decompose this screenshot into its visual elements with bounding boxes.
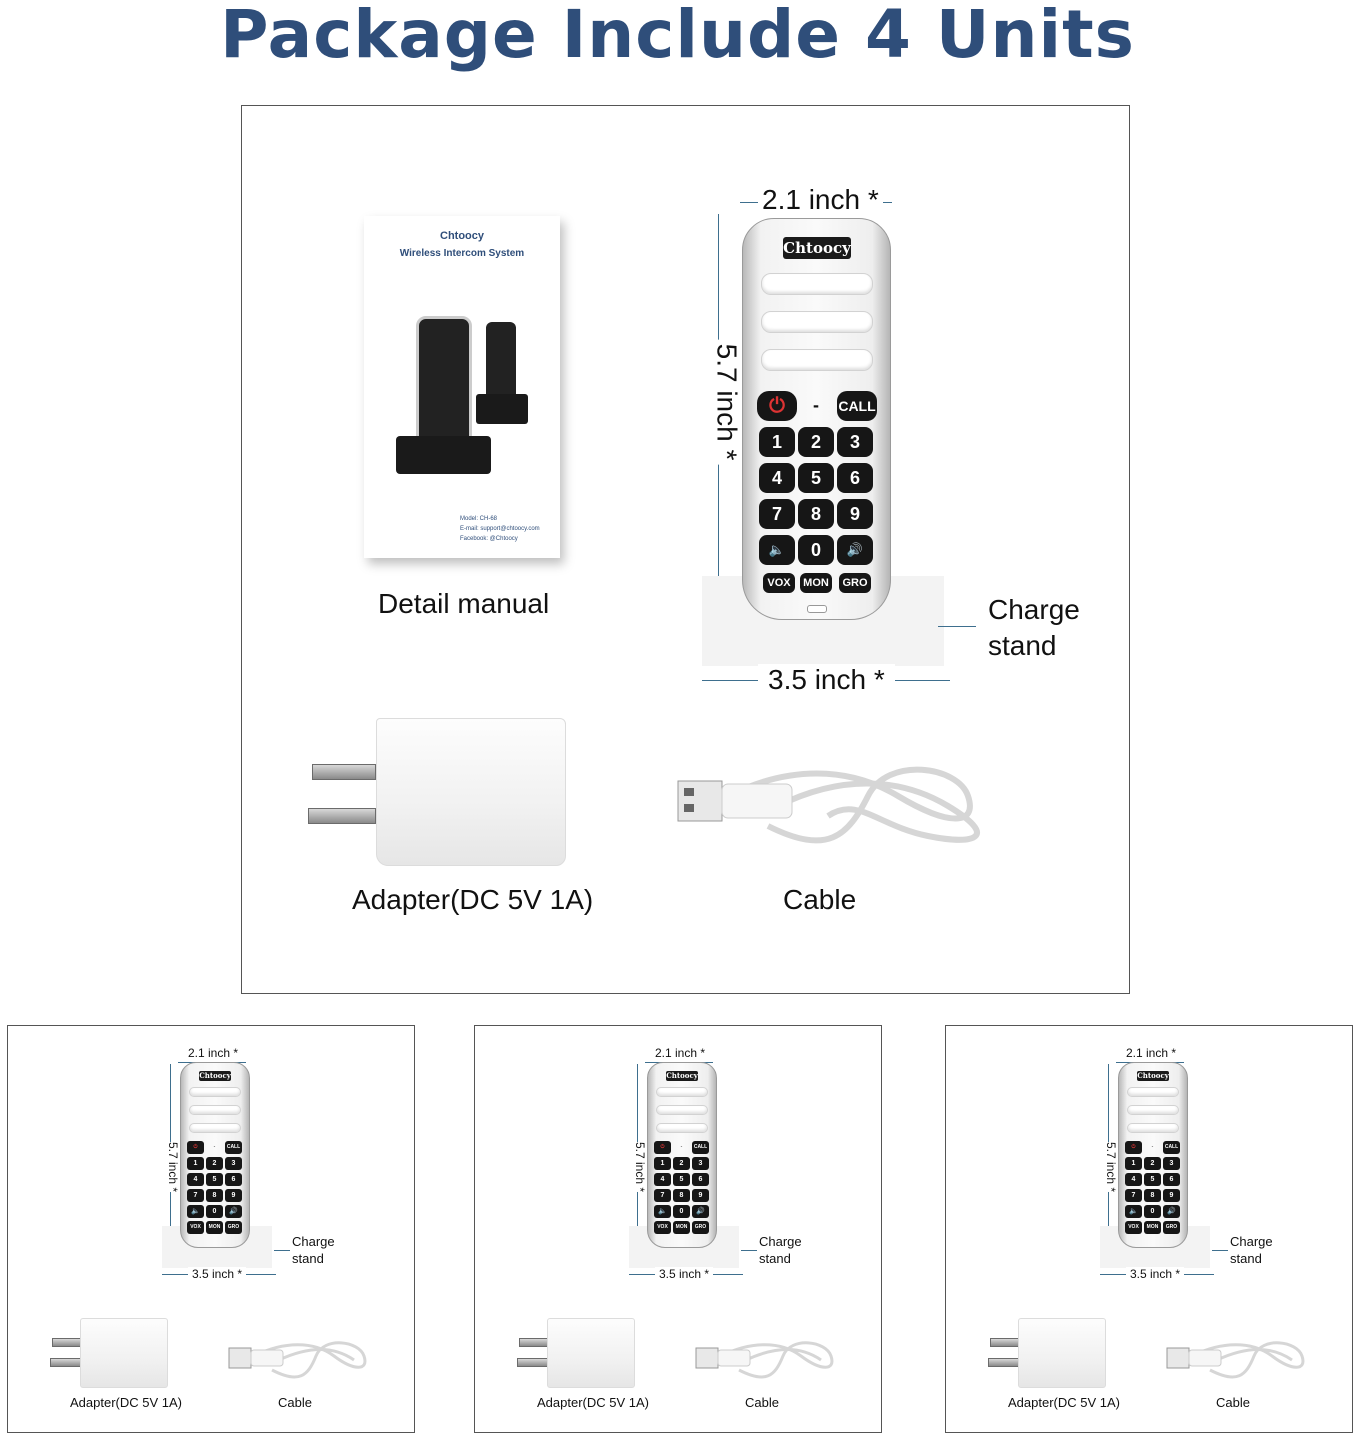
manual-brand: Chtoocy [440, 230, 484, 242]
charge-stand-label-line2: stand [1230, 1251, 1262, 1266]
key-4: 4 [187, 1173, 204, 1186]
power-adapter [547, 1318, 635, 1388]
key-8: 8 [798, 499, 834, 529]
charge-stand-label-line1: Charge [988, 594, 1080, 625]
key-4: 4 [654, 1173, 671, 1186]
main-package-panel [241, 105, 1130, 994]
volume-up-key: 🔊 [692, 1205, 709, 1218]
key-8: 8 [673, 1189, 690, 1202]
key-2: 2 [1144, 1157, 1161, 1170]
adapter-label: Adapter(DC 5V 1A) [1008, 1395, 1120, 1410]
handset [180, 1062, 250, 1248]
height-dimension-label: 5.7 inch * [1104, 1141, 1119, 1193]
power-adapter [376, 718, 566, 866]
usb-cable-image [224, 1336, 374, 1388]
speaker-slot-1 [761, 273, 873, 295]
key-7: 7 [187, 1189, 204, 1202]
mon-key: MON [800, 573, 832, 593]
key-6: 6 [837, 463, 873, 493]
handset-brand-logo: Chtoocy [199, 1071, 231, 1080]
volume-down-key: 🔈 [759, 535, 795, 565]
gro-key: GRO [225, 1221, 242, 1234]
dash-label: - [213, 1144, 216, 1150]
key-5: 5 [673, 1173, 690, 1186]
key-1: 1 [759, 427, 795, 457]
adapter-prong-top [312, 764, 376, 780]
speaker-slot-1 [656, 1087, 708, 1097]
volume-up-key: 🔊 [1163, 1205, 1180, 1218]
cable-label: Cable [783, 884, 857, 915]
call-key: CALL [1163, 1141, 1180, 1154]
power-key: ⏻ [1125, 1141, 1142, 1154]
vox-key: VOX [654, 1221, 671, 1234]
handset-brand-logo: Chtoocy [783, 239, 851, 257]
speaker-slot-3 [1127, 1123, 1179, 1133]
key-8: 8 [1144, 1189, 1161, 1202]
power-key: ⏻ [187, 1141, 204, 1154]
volume-up-key: 🔊 [225, 1205, 242, 1218]
charge-stand-pointer [741, 1250, 757, 1251]
key-9: 9 [837, 499, 873, 529]
speaker-slot-3 [189, 1123, 241, 1133]
charge-stand-label-line1: Charge [759, 1234, 802, 1249]
stand-dimension-label: 3.5 inch * [655, 1267, 713, 1281]
speaker-slot-2 [1127, 1105, 1179, 1115]
key-7: 7 [654, 1189, 671, 1202]
stand-dimension-label: 3.5 inch * [758, 664, 895, 696]
unit-panel-2 [7, 1025, 415, 1433]
unit-panel-4 [945, 1025, 1353, 1433]
keypad [1125, 1141, 1181, 1237]
keypad [654, 1141, 710, 1237]
mon-key: MON [206, 1221, 223, 1234]
key-1: 1 [187, 1157, 204, 1170]
height-dimension-label: 5.7 inch * [710, 340, 742, 465]
key-3: 3 [225, 1157, 242, 1170]
manual-stand-image [396, 436, 491, 474]
call-key: CALL [692, 1141, 709, 1154]
height-dimension-label: 5.7 inch * [633, 1141, 648, 1193]
vox-key: VOX [1125, 1221, 1142, 1234]
key-1: 1 [1125, 1157, 1142, 1170]
key-0: 0 [673, 1205, 690, 1218]
manual-booklet [364, 216, 560, 558]
charge-stand-pointer [1212, 1250, 1228, 1251]
dash-label: - [1151, 1144, 1154, 1150]
key-9: 9 [225, 1189, 242, 1202]
key-2: 2 [673, 1157, 690, 1170]
stand-dimension-label: 3.5 inch * [1126, 1267, 1184, 1281]
key-6: 6 [692, 1173, 709, 1186]
page-title: Package Include 4 Units [220, 0, 1135, 73]
key-6: 6 [225, 1173, 242, 1186]
key-8: 8 [206, 1189, 223, 1202]
gro-key: GRO [839, 573, 871, 593]
width-dimension-label: 2.1 inch * [1126, 1046, 1177, 1060]
volume-up-key: 🔊 [837, 535, 873, 565]
key-1: 1 [654, 1157, 671, 1170]
stand-dimension-label: 3.5 inch * [188, 1267, 246, 1281]
key-5: 5 [206, 1173, 223, 1186]
dash-label: - [680, 1144, 683, 1150]
key-0: 0 [1144, 1205, 1161, 1218]
speaker-slot-3 [656, 1123, 708, 1133]
handset [1118, 1062, 1188, 1248]
speaker-slot-2 [189, 1105, 241, 1115]
adapter-prong-top [990, 1338, 1020, 1347]
adapter-prong-top [519, 1338, 549, 1347]
handset [742, 218, 891, 620]
key-5: 5 [1144, 1173, 1161, 1186]
vox-key: VOX [187, 1221, 204, 1234]
charge-stand-label-line2: stand [988, 630, 1057, 661]
key-0: 0 [206, 1205, 223, 1218]
adapter-prong-bottom [517, 1358, 549, 1367]
manual-footer-3: Facebook: @Chtoocy [460, 536, 518, 542]
width-dimension-label: 2.1 inch * [655, 1046, 706, 1060]
charge-stand-label-line1: Charge [292, 1234, 335, 1249]
gro-key: GRO [1163, 1221, 1180, 1234]
microphone-slot [807, 605, 827, 613]
width-dimension-label: 2.1 inch * [188, 1046, 239, 1060]
speaker-slot-2 [761, 311, 873, 333]
volume-down-key: 🔈 [187, 1205, 204, 1218]
manual-footer-2: E-mail: support@chtoocy.com [460, 526, 540, 532]
power-key: ⏻ [757, 391, 797, 421]
dash-label: - [813, 395, 819, 415]
manual-footer-1: Model: CH-68 [460, 516, 498, 522]
usb-cable-image [1162, 1336, 1312, 1388]
cable-label: Cable [1216, 1395, 1250, 1410]
manual-second-stand-image [476, 394, 528, 424]
manual-second-phone-image [486, 322, 516, 402]
key-6: 6 [1163, 1173, 1180, 1186]
call-key: CALL [225, 1141, 242, 1154]
height-dimension-label: 5.7 inch * [166, 1141, 181, 1193]
charge-stand-pointer [938, 626, 976, 627]
charge-stand-label-line2: stand [759, 1251, 791, 1266]
key-2: 2 [206, 1157, 223, 1170]
key-7: 7 [1125, 1189, 1142, 1202]
call-key: CALL [837, 391, 877, 421]
key-4: 4 [1125, 1173, 1142, 1186]
key-9: 9 [692, 1189, 709, 1202]
key-5: 5 [798, 463, 834, 493]
adapter-prong-top [52, 1338, 82, 1347]
speaker-slot-1 [189, 1087, 241, 1097]
speaker-slot-2 [656, 1105, 708, 1115]
handset-brand-logo: Chtoocy [666, 1071, 698, 1080]
key-0: 0 [798, 535, 834, 565]
adapter-label: Adapter(DC 5V 1A) [352, 884, 594, 915]
power-adapter [80, 1318, 168, 1388]
key-7: 7 [759, 499, 795, 529]
cable-label: Cable [745, 1395, 779, 1410]
mon-key: MON [1144, 1221, 1161, 1234]
adapter-label: Adapter(DC 5V 1A) [537, 1395, 649, 1410]
key-3: 3 [692, 1157, 709, 1170]
gro-key: GRO [692, 1221, 709, 1234]
speaker-slot-1 [1127, 1087, 1179, 1097]
charge-stand-label-line2: stand [292, 1251, 324, 1266]
manual-label: Detail manual [378, 588, 550, 619]
volume-down-key: 🔈 [654, 1205, 671, 1218]
width-dimension-label: 2.1 inch * [758, 184, 883, 216]
charge-stand-pointer [274, 1250, 290, 1251]
key-4: 4 [759, 463, 795, 493]
adapter-label: Adapter(DC 5V 1A) [70, 1395, 182, 1410]
power-adapter [1018, 1318, 1106, 1388]
usb-cable-image [668, 756, 988, 866]
manual-subtitle: Wireless Intercom System [399, 248, 525, 259]
handset-brand-logo: Chtoocy [1137, 1071, 1169, 1080]
mon-key: MON [673, 1221, 690, 1234]
speaker-slot-3 [761, 349, 873, 371]
handset [647, 1062, 717, 1248]
usb-cable-image [691, 1336, 841, 1388]
cable-label: Cable [278, 1395, 312, 1410]
power-key: ⏻ [654, 1141, 671, 1154]
charge-stand-label-line1: Charge [1230, 1234, 1273, 1249]
key-3: 3 [837, 427, 873, 457]
vox-key: VOX [763, 573, 795, 593]
adapter-prong-bottom [308, 808, 376, 824]
unit-panel-3 [474, 1025, 882, 1433]
key-9: 9 [1163, 1189, 1180, 1202]
volume-down-key: 🔈 [1125, 1205, 1142, 1218]
adapter-prong-bottom [988, 1358, 1020, 1367]
key-2: 2 [798, 427, 834, 457]
key-3: 3 [1163, 1157, 1180, 1170]
adapter-prong-bottom [50, 1358, 82, 1367]
keypad [187, 1141, 243, 1237]
